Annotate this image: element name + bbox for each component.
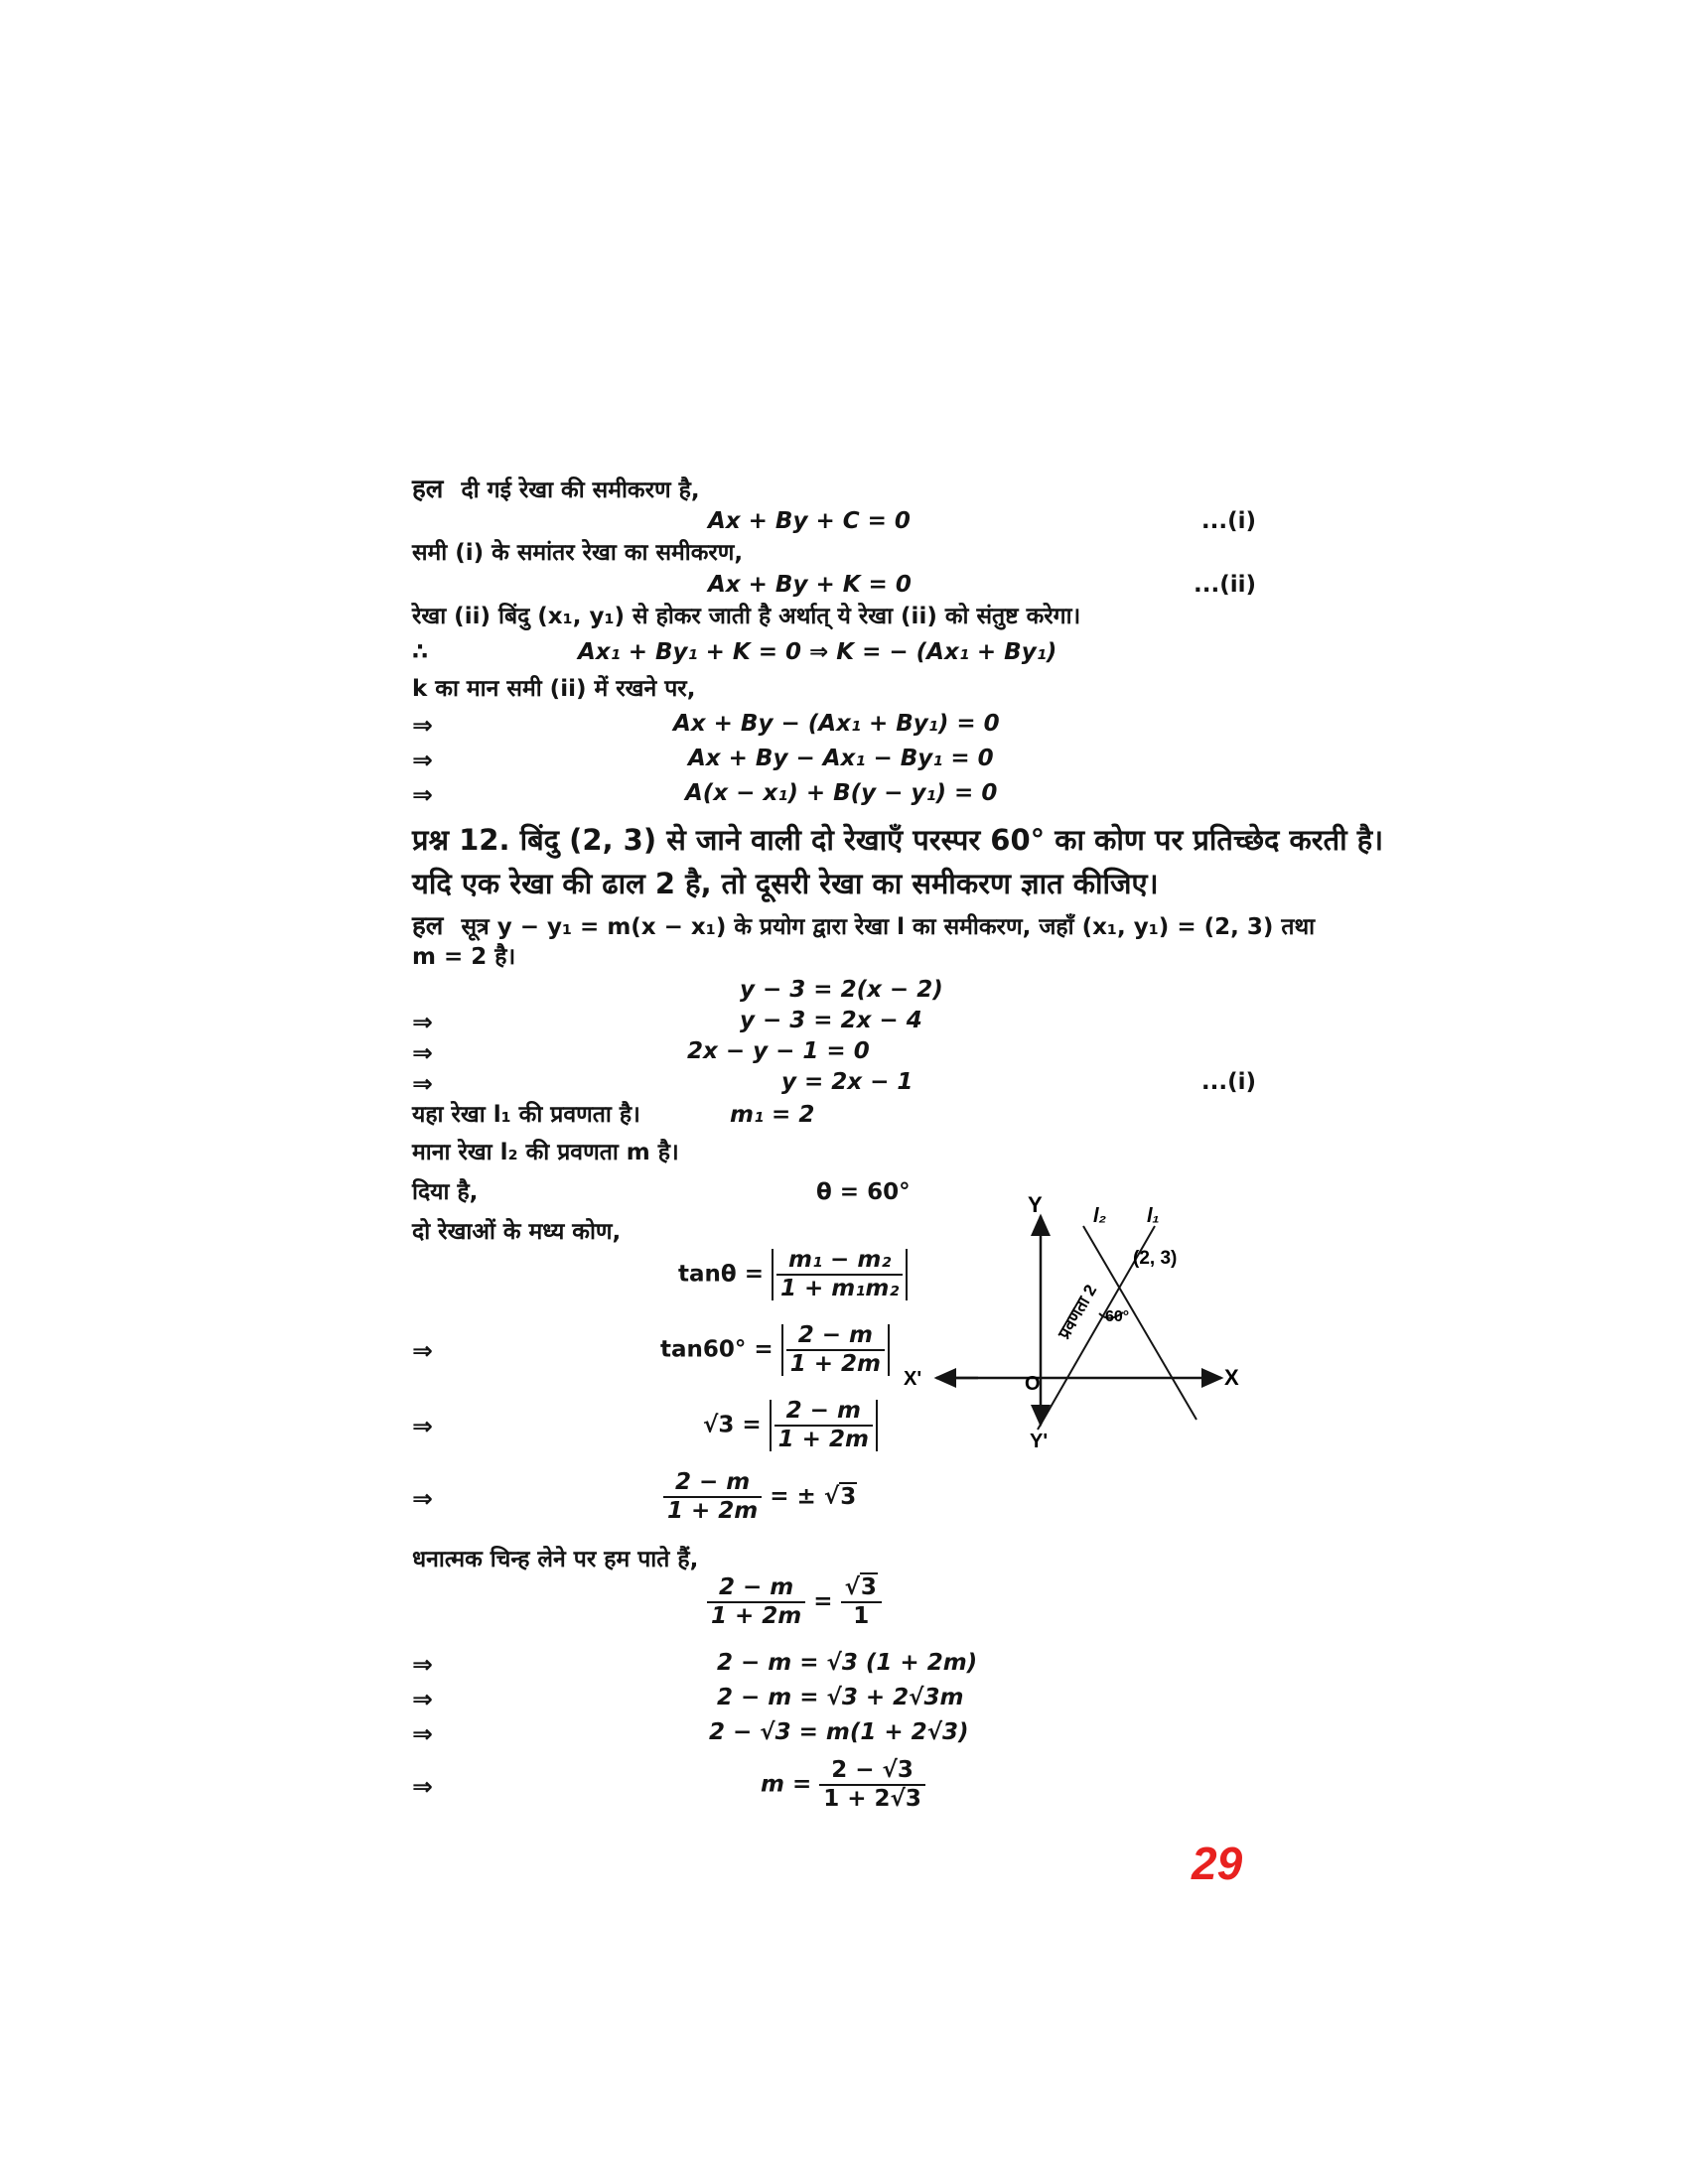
implies-symbol: ⇒ [412,1650,433,1679]
coordinate-figure [899,1196,1256,1474]
sqrt-sign: √ [823,1483,840,1510]
text-line: धनात्मक चिन्ह लेने पर हम पाते हैं, [412,1547,699,1572]
origin-label: O [1025,1373,1041,1395]
denominator: 1 + 2m [777,1427,869,1452]
text-line: दिया है, [412,1179,479,1205]
l2-label: l₂ [1093,1205,1107,1227]
text-line: यहा रेखा l₁ की प्रवणता है। [412,1102,640,1128]
solution-intro-text: दी गई रेखा की समीकरण है, [461,478,700,503]
implies-symbol: ⇒ [412,711,433,740]
tan-formula [678,1249,908,1300]
implies-symbol: ⇒ [412,1772,433,1801]
pm-rhs: = ± [770,1483,824,1510]
equation-line: y − 3 = 2x − 4 [740,1008,922,1033]
equation-line: 2 − √3 = m(1 + 2√3) [709,1719,969,1745]
equation-line: Ax + By + K = 0 [708,572,912,598]
text-line: k का मान समी (ii) में रखने पर, [412,676,696,702]
equation-line: y − 3 = 2(x − 2) [740,977,943,1003]
text-line: m = 2 है। [412,944,516,970]
equation-line: 2x − y − 1 = 0 [687,1038,870,1064]
equation-ref: ...(ii) [1193,572,1256,598]
x-label: X [1224,1365,1239,1390]
question-title: प्रश्न 12. बिंदु (2, 3) से जाने वाली दो रेखाएँ परस्पर 60° का कोण पर प्रतिच्छेद करती है। [412,823,1384,857]
fraction [663,1471,762,1523]
equation-line: Ax + By + C = 0 [708,508,911,534]
equation-line: Ax + By − (Ax₁ + By₁) = 0 [673,711,1000,737]
equation-ref: ...(i) [1200,508,1256,534]
text-line: समी (i) के समांतर रेखा का समीकरण, [412,540,744,566]
slope-label: प्रवणता 2 [1055,1281,1101,1342]
implies-symbol: ⇒ [412,1336,433,1365]
tan60-equation [660,1324,890,1376]
numerator: m₁ − m₂ [776,1249,903,1276]
equation-line: m₁ = 2 [730,1102,815,1128]
denominator: 1 + 2m [789,1351,881,1377]
implies-symbol: ⇒ [412,1038,433,1067]
implies-symbol: ⇒ [412,1008,433,1036]
implies-symbol: ⇒ [412,746,433,774]
text-line: माना रेखा l₂ की प्रवणता m है। [412,1140,679,1165]
hal-label: हल [412,475,444,504]
solution-intro [412,913,1315,939]
implies-symbol: ⇒ [412,1484,433,1513]
solution-intro [412,477,700,502]
m-lhs: m = [761,1771,812,1798]
numerator: 2 − m [707,1576,805,1603]
y-prime-label: Y' [1030,1431,1049,1452]
tan60-lhs: tan60° = [660,1336,774,1363]
x-prime-label: X' [904,1368,922,1390]
tan-lhs: tanθ = [678,1261,764,1288]
abs-value [772,1249,908,1300]
implies-symbol: ⇒ [412,1685,433,1713]
fraction [786,1324,885,1376]
implies-symbol: ⇒ [412,1412,433,1440]
equation-ref: ...(i) [1200,1069,1256,1095]
sqrt-sign: √ [703,1412,719,1438]
implies-symbol: ⇒ [412,1069,433,1098]
sqrt-radicand: 3 [840,1483,857,1510]
numerator [841,1576,882,1603]
fraction [774,1400,873,1451]
numerator: 2 − m [774,1400,873,1427]
l1-label: l₁ [1147,1205,1160,1227]
equals-sign: = [813,1588,833,1615]
abs-value [770,1400,878,1451]
m-result-equation [761,1759,925,1811]
point-label: (2, 3) [1133,1248,1178,1269]
fraction [841,1576,882,1628]
therefore-symbol: ∴ [412,639,429,665]
text-line: दो रेखाओं के मध्य कोण, [412,1219,622,1245]
denominator: 1 [853,1603,870,1629]
sqrt-radicand: 3 [860,1574,877,1600]
equation-line: Ax₁ + By₁ + K = 0 ⇒ K = − (Ax₁ + By₁) [578,639,1057,665]
numerator: 2 − √3 [819,1759,925,1786]
fraction [707,1576,805,1628]
denominator: 1 + 2m [711,1603,802,1629]
sqrt-sign: √ [844,1574,860,1600]
equation-line: A(x − x₁) + B(y − y₁) = 0 [685,780,998,806]
equation-line: y = 2x − 1 [781,1069,914,1095]
numerator: 2 − m [786,1324,885,1351]
denominator: 1 + 2m [667,1498,759,1524]
implies-symbol: ⇒ [412,780,433,809]
implies-symbol: ⇒ [412,1719,433,1748]
positive-equation [707,1576,882,1628]
solution-intro-text: सूत्र y − y₁ = m(x − x₁) के प्रयोग द्वारा रेखा l का समीकरण, जहाँ (x₁, y₁) = (2, 3) तथा [461,914,1316,940]
denominator: 1 + 2√3 [823,1786,921,1812]
plusminus-equation [663,1471,857,1523]
page-number: 29 [1192,1838,1243,1889]
fraction [819,1759,925,1811]
abs-value [781,1324,890,1376]
sqrt3-equation [703,1400,878,1451]
hal-label: हल [412,911,444,941]
fraction [776,1249,903,1300]
equation-line: 2 − m = √3 (1 + 2m) [717,1650,978,1676]
equation-line: θ = 60° [816,1179,911,1205]
denominator: 1 + m₁m₂ [780,1276,900,1301]
question-title-cont: यदि एक रेखा की ढाल 2 है, तो दूसरी रेखा का समीकरण ज्ञात कीजिए। [412,867,1159,900]
numerator: 2 − m [663,1471,762,1498]
sqrt3-lhs: 3 = [718,1412,762,1438]
y-label: Y [1028,1196,1043,1217]
equation-line: Ax + By − Ax₁ − By₁ = 0 [688,746,994,771]
text-line: रेखा (ii) बिंदु (x₁, y₁) से होकर जाती है अर्थात् ये रेखा (ii) को संतुष्ट करेगा। [412,604,1081,629]
equation-line: 2 − m = √3 + 2√3m [717,1685,964,1710]
angle-label: 60° [1105,1308,1130,1325]
